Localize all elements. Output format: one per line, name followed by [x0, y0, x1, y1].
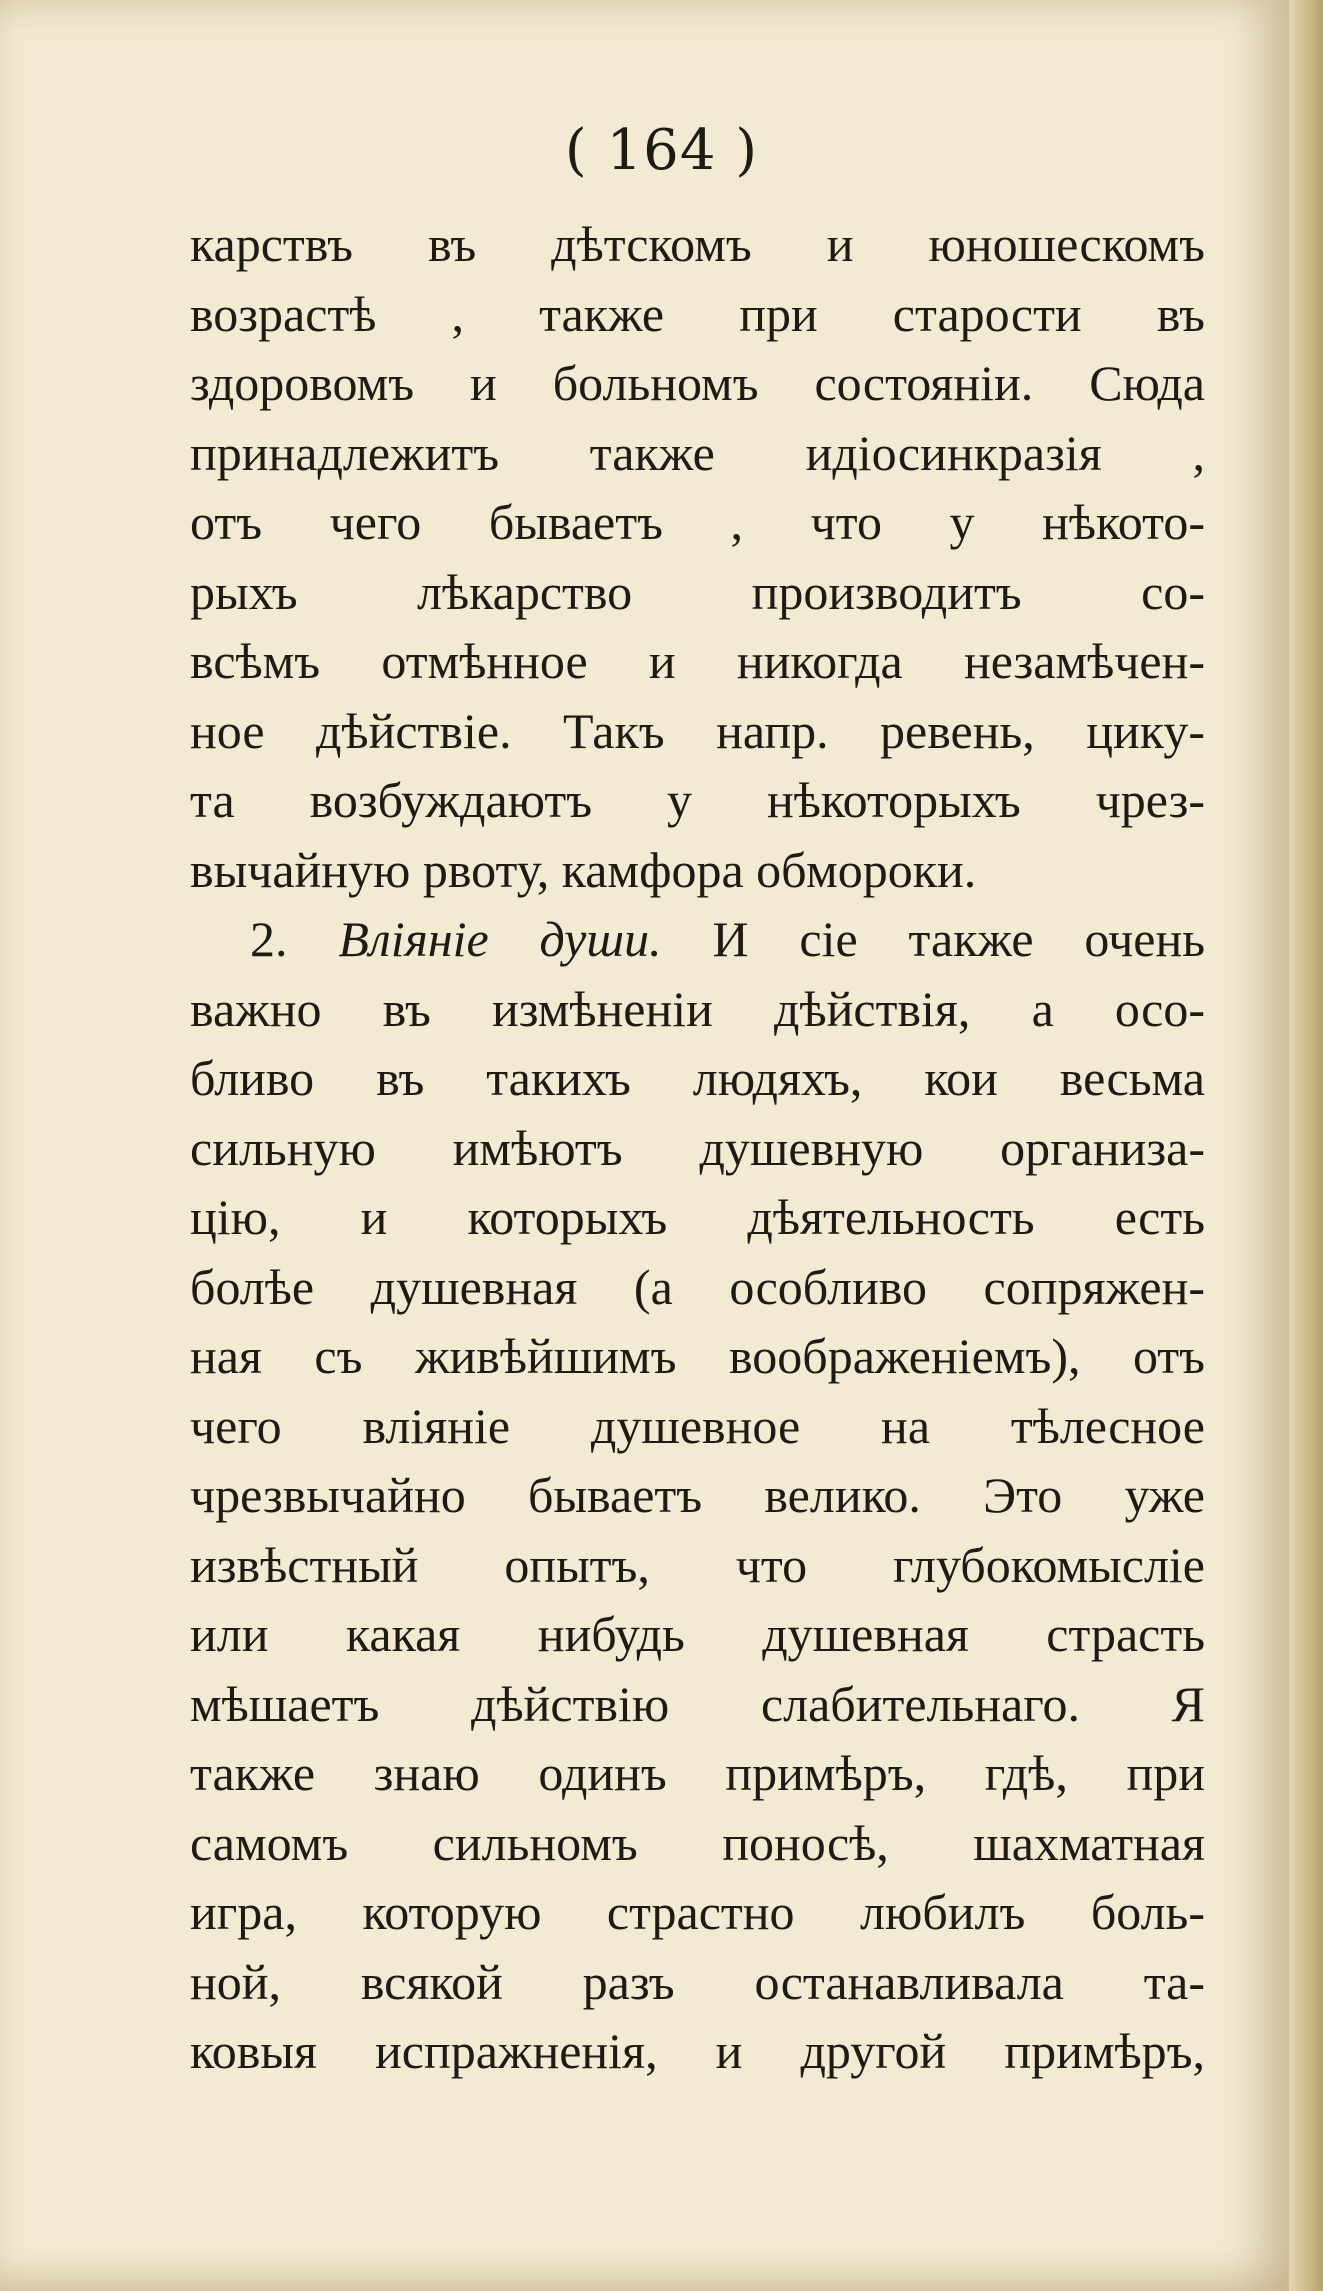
paragraph-2-first-line — [190, 905, 1205, 975]
text-line: возрастѣ , также при старости въ — [190, 285, 1205, 342]
text-line: самомъ сильномъ поносѣ, шахматная — [190, 1814, 1205, 1871]
text-line: всѣмъ отмѣнное и никогда незамѣчен- — [190, 633, 1205, 689]
text-line: ная съ живѣйшимъ воображенiемъ), отъ — [190, 1328, 1205, 1384]
text-line: важно въ измѣненiи дѣйствiя, а осо- — [190, 980, 1205, 1037]
text-line: также знаю одинъ примѣръ, гдѣ, при — [190, 1745, 1205, 1801]
page-number: ( 164 ) — [564, 118, 759, 183]
text-line: цiю, и которыхъ дѣятельность есть — [190, 1189, 1205, 1245]
text-line: та возбуждаютъ у нѣкоторыхъ чрез- — [190, 772, 1205, 828]
text-line: или какая нибудь душевная страсть — [190, 1606, 1205, 1662]
text-line: здоровомъ и больномъ состоянiи. Сюда — [190, 355, 1205, 411]
text-line: карствъ въ дѣтскомъ и юношескомъ — [190, 216, 1205, 272]
text-line: ное дѣйствiе. Такъ напр. ревень, цику- — [190, 702, 1205, 759]
text-line: сильную имѣютъ душевную организа- — [190, 1119, 1205, 1176]
text-line: мѣшаетъ дѣйствiю слабительнаго. Я — [190, 1675, 1205, 1732]
text-line: бливо въ такихъ людяхъ, кои весьма — [190, 1050, 1205, 1106]
text-line: принадлежитъ также идiосинкразiя , — [190, 424, 1205, 481]
text-line: отъ чего бываетъ , что у нѣкото- — [190, 494, 1205, 550]
text-line: чего влiянiе душевное на тѣлесное — [190, 1397, 1205, 1454]
text-line: рыхъ лѣкарство производитъ со- — [190, 563, 1205, 620]
paragraph-text: И сiе также очень — [712, 911, 1206, 967]
text-line: вычайную рвоту, камфора обмороки. — [190, 841, 977, 898]
paragraph-number: 2. — [250, 911, 288, 967]
text-line: извѣстный опытъ, что глубокомыслiе — [190, 1536, 1205, 1593]
page-edge — [1289, 0, 1323, 2291]
text-line: чрезвычайно бываетъ велико. Это уже — [190, 1467, 1205, 1523]
section-heading: Влiянiе души. — [338, 911, 662, 967]
page-text — [190, 210, 1205, 2087]
text-line: ной, всякой разъ останавливала та- — [190, 1953, 1205, 2010]
text-line: игра, которую страстно любилъ боль- — [190, 1884, 1205, 1940]
text-line: болѣе душевная (а особливо сопряжен- — [190, 1258, 1205, 1315]
text-line: ковыя испражненiя, и другой примѣръ, — [190, 2023, 1205, 2079]
